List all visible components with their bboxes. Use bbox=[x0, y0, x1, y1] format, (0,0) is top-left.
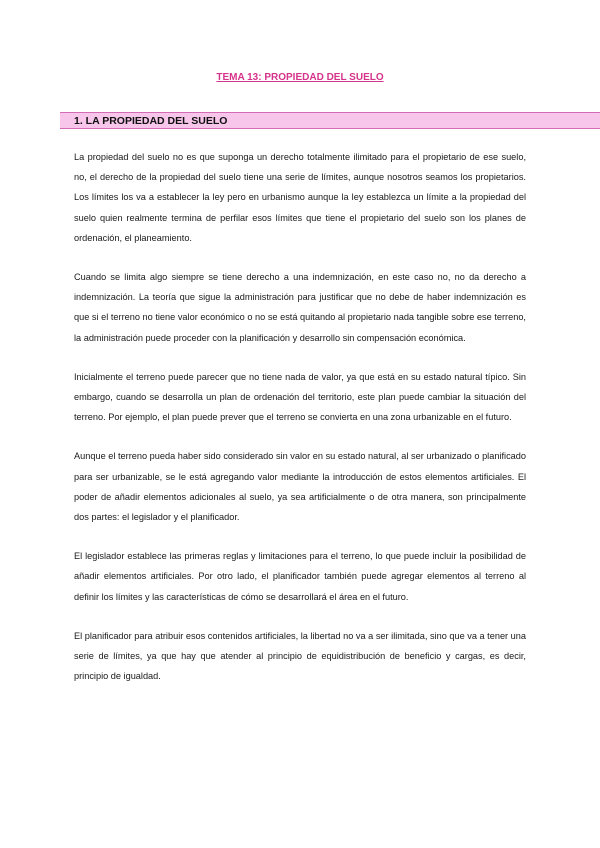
section-heading: 1. LA PROPIEDAD DEL SUELO bbox=[74, 115, 228, 127]
section-header-band bbox=[60, 112, 600, 129]
document-title: TEMA 13: PROPIEDAD DEL SUELO bbox=[216, 72, 384, 83]
paragraph: Inicialmente el terreno puede parecer que no tiene nada de valor, ya que está en su estado natural típico. Sin embargo, cuando se desarrolla un plan de ordenación del territorio, este plan puede cambiar la situación del terreno. Por ejemplo, el plan puede prever que el terreno se convierta en una zona urbanizable en el futuro. bbox=[74, 371, 526, 423]
paragraph: El planificador para atribuir esos contenidos artificiales, la libertad no va a ser ilimitada, sino que va a tener una serie de límites, ya que hay que atender al principio de equidistribución de beneficio y cargas, es decir, principio de igualdad. bbox=[74, 630, 526, 682]
body-text bbox=[74, 147, 526, 705]
paragraph: Aunque el terreno pueda haber sido considerado sin valor en su estado natural, al ser urbanizado o planificado para ser urbanizable, se le está agregando valor mediante la introducción de estos elementos artificiales. El poder de añadir elementos adicionales al suelo, ya sea artificialmente o de otra manera, son principalmente dos partes: el legislador y el planificador. bbox=[74, 451, 526, 523]
paragraph: Cuando se limita algo siempre se tiene derecho a una indemnización, en este caso no, no da derecho a indemnización. La teoría que sigue la administración para justificar que no debe de haber indemnización es que si el terreno no tiene valor económico o no se está quitando al propietario nada tangible sobre ese terreno, la administración puede proceder con la planificación y desarrollo sin compensación económica. bbox=[74, 272, 526, 343]
paragraph: El legislador establece las primeras reglas y limitaciones para el terreno, lo que puede incluir la posibilidad de añadir elementos artificiales. Por otro lado, el planificador también puede agregar elementos al terreno al definir los límites y las características de cómo se desarrollará el área en el futuro. bbox=[74, 551, 526, 602]
paragraph: La propiedad del suelo no es que suponga un derecho totalmente ilimitado para el propietario de ese suelo, no, el derecho de la propiedad del suelo tiene una serie de límites, aunque nosotros seamos los propietarios. Los límites los va a establecer la ley pero en urbanismo aunque la ley establezca un límite a la propiedad del suelo quien realmente termina de perfilar esos límites que tiene el propietario del suelo son los planes de ordenación, el planeamiento. bbox=[74, 152, 526, 243]
